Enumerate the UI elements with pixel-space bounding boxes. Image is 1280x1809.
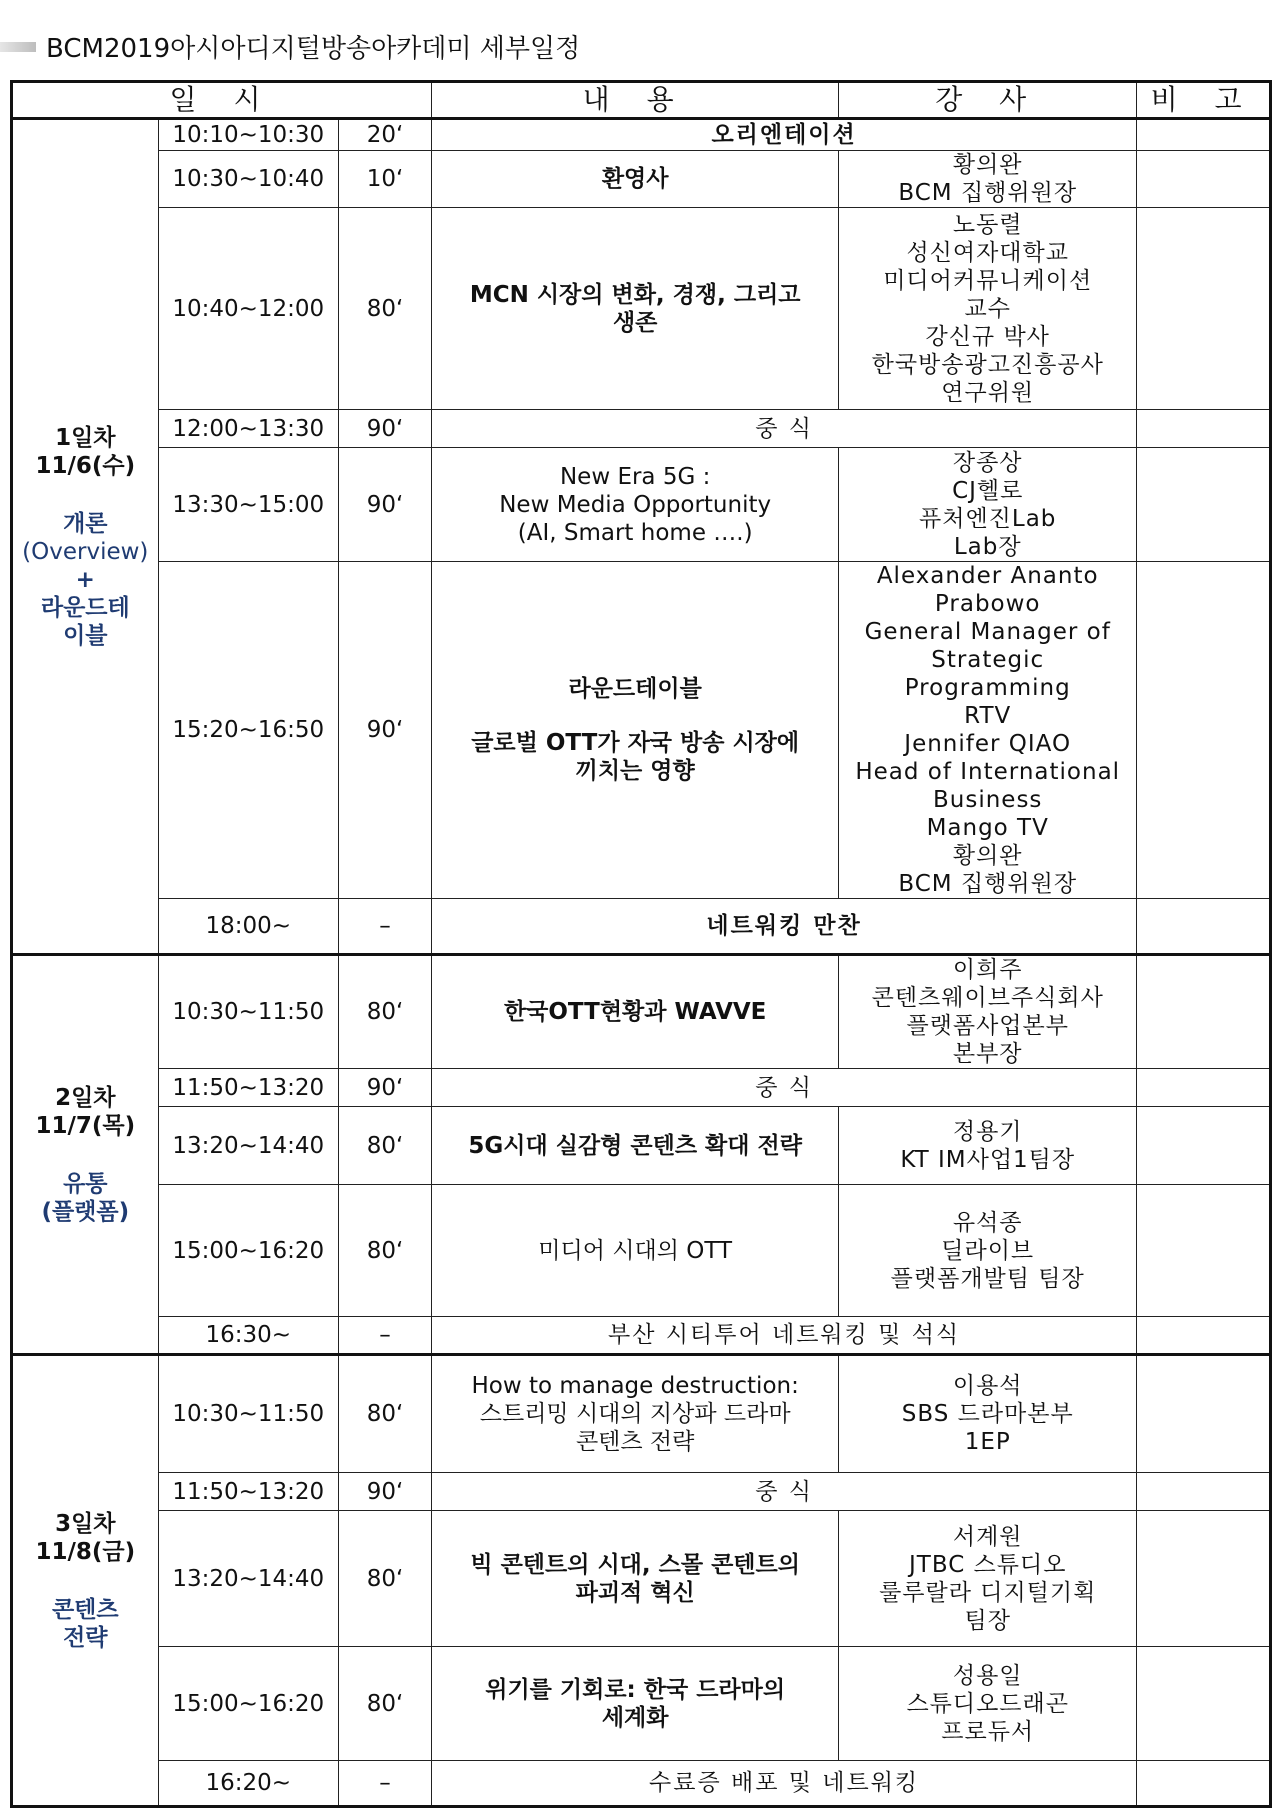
lecturer-cell — [839, 1511, 1137, 1647]
table-row — [12, 1069, 1271, 1107]
lecturer-line: 프로듀서 — [941, 1718, 1035, 1745]
span-cell: 부산 시티투어 네트워킹 및 석식 — [432, 1317, 1137, 1355]
note-cell — [1137, 1107, 1271, 1185]
table-row — [12, 562, 1271, 899]
day-topic: 유통 — [63, 1170, 108, 1197]
lecturer-line: 1EP — [964, 1429, 1011, 1455]
note-cell — [1137, 410, 1271, 448]
note-cell — [1137, 1511, 1271, 1647]
lecturer-line: 교수 — [964, 295, 1011, 322]
lecturer-line: 성용일 — [952, 1662, 1023, 1689]
lecturer-line: 한국방송광고진흥공사 — [871, 351, 1104, 378]
lecturer-cell — [839, 151, 1137, 208]
content-line: 글로벌 OTT가 자국 방송 시장에 — [471, 730, 800, 756]
time-cell: 18:00~ — [158, 899, 338, 955]
time-cell: 13:20~14:40 — [158, 1107, 338, 1185]
lecturer-line: 노동렬 — [952, 211, 1023, 238]
lecturer-line: 퓨처엔진Lab — [919, 505, 1057, 532]
table-row — [12, 208, 1271, 410]
lecturer-line: 미디어커뮤니케이션 — [883, 267, 1093, 294]
time-cell: 13:30~15:00 — [158, 448, 338, 562]
duration-cell: 90‘ — [338, 1473, 431, 1511]
lecturer-line: 딜라이브 — [941, 1237, 1035, 1264]
note-cell — [1137, 151, 1271, 208]
lecturer-line: 강신규 박사 — [925, 323, 1050, 350]
content-line: 세계화 — [601, 1704, 669, 1731]
span-cell: 수료증 배포 및 네트워킹 — [432, 1761, 1137, 1807]
content-line: 빅 콘텐트의 시대, 스몰 콘텐트의 — [470, 1551, 800, 1578]
span-cell: 중 식 — [432, 1473, 1137, 1511]
day-date: 11/8(금) — [35, 1538, 136, 1565]
header-content: 내 용 — [432, 82, 839, 119]
table-row — [12, 448, 1271, 562]
content-line: 미디어 시대의 OTT — [538, 1237, 733, 1264]
lecturer-line: 연구위원 — [941, 379, 1035, 406]
lecturer-line: 서계원 — [952, 1523, 1023, 1550]
time-cell: 10:40~12:00 — [158, 208, 338, 410]
note-cell — [1137, 448, 1271, 562]
lecturer-line: 이희주 — [952, 957, 1023, 983]
lecturer-line: JTBC 스튜디오 — [908, 1551, 1067, 1578]
note-cell — [1137, 1761, 1271, 1807]
content-cell — [432, 955, 839, 1069]
lecturer-cell — [839, 1185, 1137, 1317]
duration-cell: 10‘ — [338, 151, 431, 208]
duration-cell: 90‘ — [338, 448, 431, 562]
content-line: MCN 시장의 변화, 경쟁, 그리고 — [469, 281, 801, 308]
lecturer-line: 본부장 — [952, 1041, 1023, 1067]
content-cell — [432, 151, 839, 208]
time-cell: 15:00~16:20 — [158, 1647, 338, 1761]
content-cell — [432, 562, 839, 899]
lecturer-line: 팀장 — [964, 1607, 1011, 1634]
duration-cell: 90‘ — [338, 562, 431, 899]
content-line: 라운드테이블 — [568, 676, 702, 702]
lecturer-line: Lab장 — [953, 533, 1022, 560]
table-row — [12, 151, 1271, 208]
day-topic-plus: + — [75, 566, 95, 593]
lecturer-line: Business — [932, 787, 1043, 813]
note-cell — [1137, 1647, 1271, 1761]
content-line: 콘텐츠 전략 — [575, 1429, 695, 1455]
duration-cell: 80‘ — [338, 1107, 431, 1185]
lecturer-line: Alexander Ananto — [876, 563, 1099, 589]
content-line: 끼치는 영향 — [575, 758, 695, 784]
duration-cell: – — [338, 899, 431, 955]
note-cell — [1137, 208, 1271, 410]
note-cell — [1137, 955, 1271, 1069]
table-row — [12, 1473, 1271, 1511]
time-cell: 12:00~13:30 — [158, 410, 338, 448]
table-row — [12, 1511, 1271, 1647]
lecturer-cell — [839, 448, 1137, 562]
schedule-table — [10, 80, 1272, 1808]
content-line: 생존 — [612, 309, 658, 336]
day-cell-2 — [12, 955, 159, 1355]
table-row — [12, 899, 1271, 955]
duration-cell: 80‘ — [338, 1511, 431, 1647]
lecturer-cell — [839, 208, 1137, 410]
span-cell: 중 식 — [432, 1069, 1137, 1107]
content-cell — [432, 448, 839, 562]
lecturer-line: Head of International — [855, 759, 1121, 785]
time-cell: 16:20~ — [158, 1761, 338, 1807]
table-row — [12, 119, 1271, 151]
content-line: 환영사 — [601, 166, 669, 192]
time-cell: 11:50~13:20 — [158, 1473, 338, 1511]
lecturer-cell — [839, 1107, 1137, 1185]
content-cell — [432, 1185, 839, 1317]
day-topic-line2: 전략 — [63, 1624, 108, 1651]
duration-cell: – — [338, 1317, 431, 1355]
lecturer-line: 황의완 — [952, 843, 1023, 869]
time-cell: 16:30~ — [158, 1317, 338, 1355]
table-row — [12, 1761, 1271, 1807]
note-cell — [1137, 119, 1271, 151]
span-cell: 오리엔테이션 — [432, 119, 1137, 151]
lecturer-line: CJ헬로 — [952, 477, 1024, 504]
time-cell: 10:10~10:30 — [158, 119, 338, 151]
table-row — [12, 410, 1271, 448]
day-label: 1일차 — [55, 424, 116, 451]
content-cell — [432, 1107, 839, 1185]
header-row — [12, 82, 1271, 119]
time-cell: 13:20~14:40 — [158, 1511, 338, 1647]
day-label: 2일차 — [55, 1084, 116, 1111]
duration-cell: 80‘ — [338, 1647, 431, 1761]
day-topic: 콘텐츠 — [51, 1596, 119, 1623]
lecturer-line: 플랫폼사업본부 — [906, 1013, 1069, 1039]
note-cell — [1137, 1473, 1271, 1511]
content-line: New Media Opportunity — [499, 491, 772, 518]
lecturer-cell — [839, 1647, 1137, 1761]
lecturer-line: Mango TV — [926, 815, 1049, 841]
table-row — [12, 1647, 1271, 1761]
lecturer-line: Strategic Programming — [904, 647, 1071, 701]
lecturer-line: 정용기 — [952, 1118, 1023, 1145]
day-topic2-line2: 이블 — [63, 622, 108, 649]
lecturer-line: 룰루랄라 디지털기획 — [879, 1579, 1097, 1606]
duration-cell: 90‘ — [338, 410, 431, 448]
day-cell-1 — [12, 119, 159, 955]
day-topic: 개론 — [63, 510, 108, 537]
lecturer-line: 콘텐츠웨이브주식회사 — [871, 985, 1104, 1011]
content-line: New Era 5G : — [559, 463, 711, 490]
time-cell: 11:50~13:20 — [158, 1069, 338, 1107]
header-lecturer: 강 사 — [839, 82, 1137, 119]
time-cell: 10:30~10:40 — [158, 151, 338, 208]
content-line: 한국OTT현황과 WAVVE — [503, 999, 767, 1025]
time-cell: 10:30~11:50 — [158, 1355, 338, 1473]
lecturer-line: 성신여자대학교 — [906, 239, 1069, 266]
duration-cell: – — [338, 1761, 431, 1807]
lecturer-line: 장종상 — [952, 449, 1023, 476]
lecturer-line: RTV — [964, 703, 1012, 729]
content-line: 파괴적 혁신 — [575, 1579, 695, 1606]
lecturer-line: KT IM사업1팀장 — [900, 1146, 1076, 1173]
lecturer-line: General Manager of — [864, 619, 1111, 645]
duration-cell: 80‘ — [338, 1355, 431, 1473]
lecturer-line: 황의완 — [952, 152, 1023, 178]
content-line: 5G시대 실감형 콘텐츠 확대 전략 — [468, 1132, 802, 1159]
note-cell — [1137, 1185, 1271, 1317]
header-note: 비 고 — [1137, 82, 1271, 119]
table-row — [12, 1317, 1271, 1355]
lecturer-line: Jennifer QIAO — [904, 731, 1072, 757]
day-topic2-line1: 라운드테 — [40, 594, 130, 621]
content-cell — [432, 1355, 839, 1473]
lecturer-cell — [839, 1355, 1137, 1473]
day-topic-en: (Overview) — [22, 538, 149, 565]
content-cell — [432, 1647, 839, 1761]
content-line: 스트리밍 시대의 지상파 드라마 — [479, 1401, 791, 1427]
time-cell: 10:30~11:50 — [158, 955, 338, 1069]
title-mark — [0, 42, 36, 52]
lecturer-line: BCM 집행위원장 — [898, 180, 1078, 206]
lecturer-cell — [839, 955, 1137, 1069]
day-date: 11/7(목) — [35, 1112, 136, 1139]
lecturer-line: SBS 드라마본부 — [901, 1401, 1074, 1427]
note-cell — [1137, 562, 1271, 899]
content-line: How to manage destruction: — [471, 1373, 799, 1399]
day-topic2-line1: (플랫폼) — [41, 1198, 130, 1225]
day-cell-3 — [12, 1355, 159, 1807]
duration-cell: 90‘ — [338, 1069, 431, 1107]
duration-cell: 20‘ — [338, 119, 431, 151]
lecturer-line: 플랫폼개발팀 팀장 — [890, 1265, 1085, 1292]
duration-cell: 80‘ — [338, 208, 431, 410]
time-cell: 15:20~16:50 — [158, 562, 338, 899]
content-cell — [432, 208, 839, 410]
note-cell — [1137, 1355, 1271, 1473]
lecturer-line: 스튜디오드래곤 — [906, 1690, 1069, 1717]
page-title: BCM2019아시아디지털방송아카데미 세부일정 — [46, 34, 581, 64]
day-date: 11/6(수) — [35, 452, 136, 479]
lecturer-line: 유석종 — [952, 1209, 1023, 1236]
table-row — [12, 1185, 1271, 1317]
table-row — [12, 1355, 1271, 1473]
span-cell: 네트워킹 만찬 — [432, 899, 1137, 955]
table-row — [12, 1107, 1271, 1185]
day-label: 3일차 — [55, 1510, 116, 1537]
duration-cell: 80‘ — [338, 1185, 431, 1317]
table-row — [12, 955, 1271, 1069]
time-cell: 15:00~16:20 — [158, 1185, 338, 1317]
duration-cell: 80‘ — [338, 955, 431, 1069]
note-cell — [1137, 1317, 1271, 1355]
content-line: (AI, Smart home ….) — [517, 519, 753, 546]
content-cell — [432, 1511, 839, 1647]
header-datetime: 일 시 — [12, 82, 432, 119]
note-cell — [1137, 1069, 1271, 1107]
span-cell: 중 식 — [432, 410, 1137, 448]
lecturer-cell — [839, 562, 1137, 899]
content-line: 위기를 기회로: 한국 드라마의 — [485, 1676, 786, 1703]
lecturer-line: 이용석 — [952, 1373, 1023, 1399]
lecturer-line: BCM 집행위원장 — [898, 871, 1078, 897]
note-cell — [1137, 899, 1271, 955]
lecturer-line: Prabowo — [934, 591, 1041, 617]
